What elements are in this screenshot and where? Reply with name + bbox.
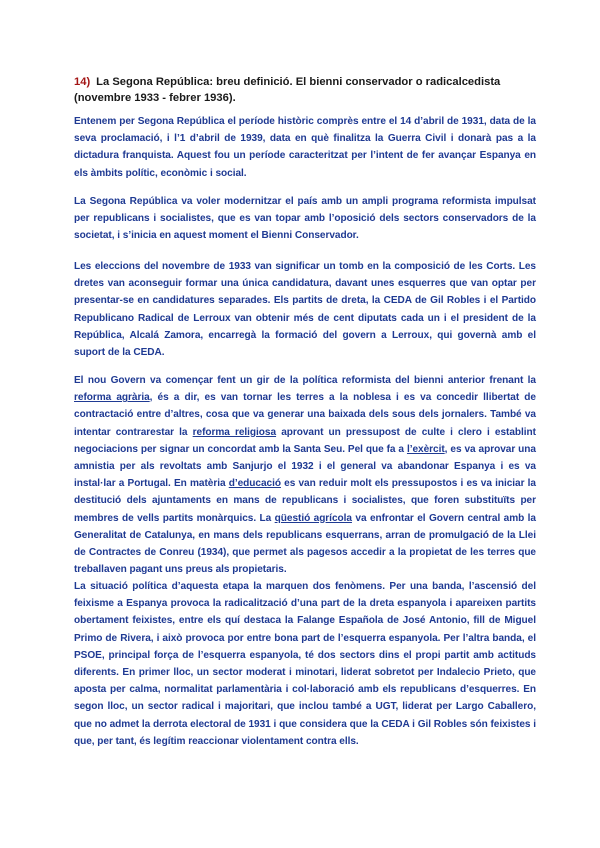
- link-exercit[interactable]: l’exèrcit: [406, 443, 445, 455]
- paragraph-new-government: [74, 372, 536, 578]
- link-reforma-religiosa[interactable]: reforma religiosa: [192, 426, 277, 438]
- link-questio-agricola[interactable]: qüestió agrícola: [274, 512, 352, 524]
- link-reforma-agraria[interactable]: reforma agrària: [74, 392, 150, 404]
- paragraph-political-situation: La situació política d’aquesta etapa la marquen dos fenòmens. Per una banda, l’ascensió del feixisme a Espanya provoca la radicalització d’una part de la dreta espanyola i apareixen partits obertament feixistes, entre els quí destaca la Falange Española de José Antonio, fill de Miguel Primo de Rivera, i això provoca por entre bona part de l’esquerra espanyola. Per l’altra banda, el PSOE, principal força de l’esquerra espanyola, té dos sectors dins el propi partit amb actituds diferents. En primer lloc, un sector moderat i minotari, liderat sobretot per Indalecio Prieto, que aposta per calma, normalitat parlamentària i col·laboració amb els republicans d’esquerres. En segon lloc, un sector radical i majoritari, que inclou també a UGT, liderat per Largo Caballero, que no admet la derrota electoral de 1931 i que considera que la CEDA i Gil Robles són feixistes i que, per tant, és legítim reaccionar violentament contra ells.: [74, 581, 536, 747]
- paragraph-reform-program: La Segona República va voler modernitzar el país amb un ampli programa reformista impulsat per republicans i socialistes, que es van topar amb l’oposició dels sectors conservadors de la societat, i s’inicia en aquest moment el Bienni Conservador.: [74, 196, 536, 242]
- text-segment: , és a dir, es van tornar les terres a la noblesa i es va concedir llibertat de contractació entre d’altres, cosa que va generar una baixada dels sous dels jornalers. També va intentar contrarestar la: [74, 392, 536, 438]
- section-heading: [74, 74, 536, 106]
- text-segment: , es va aprovar una amnistia per als revoltats amb Sanjurjo el 1932 i el general va abandonar Espanya i es va instal·lar a Portugal. En matèria: [74, 443, 536, 490]
- text-segment: aprovant un pressupost de culte i clero i establint negociacions per signar un concordat amb la Santa Seu. Pel que fa a: [74, 426, 536, 455]
- text-segment: va enfrontar el Govern central amb la Generalitat de Catalunya, en mans dels republicans esquerrans, arran de promulgació de la Llei de Contractes de Conreu (1934), que permet als pagesos accedir a la propietat de les terres que treballaven pagant uns preus als propietaris.: [74, 512, 536, 576]
- text-segment: El nou Govern va començar fent un gir de la política reformista del bienni anterior frenant la: [74, 375, 536, 386]
- text-segment: es van reduir molt els pressupostos i es va iniciar la destitució dels ajuntaments en mans de republicans i socialistes, que foren substituïts per membres de vells partits monàrquics. La: [74, 478, 536, 524]
- link-educacio[interactable]: d’educació: [228, 478, 281, 490]
- paragraph-elections-1933: Les eleccions del novembre de 1933 van significar un tomb en la composició de les Corts. Les dretes van aconseguir formar una única candidatura, davant unes esquerres que van optar per presentar-se en candidatures separades. Els partits de dreta, la CEDA de Gil Robles i el Partido Republicano Radical de Lerroux van obtenir més de cent diputats cada un i el president de la República, Alcalá Zamora, encarregà la formació del govern a Lerroux, qui governà amb el suport de la CEDA.: [74, 261, 536, 359]
- section-title: La Segona República: breu definició. El bienni conservador o radicalcedista (novembre 1933 - febrer 1936).: [74, 76, 501, 104]
- paragraph-definition: Entenem per Segona República el període històric comprès entre el 14 d’abril de 1931, data de la seva proclamació, i l’1 d’abril de 1939, data en què finalitza la Guerra Civil i donarà pas a la dictadura franquista. Aquest fou un període caracteritzat per l’intent de fer avançar Espanya en els àmbits polític, econòmic i social.: [74, 116, 536, 179]
- section-number: 14): [74, 76, 91, 88]
